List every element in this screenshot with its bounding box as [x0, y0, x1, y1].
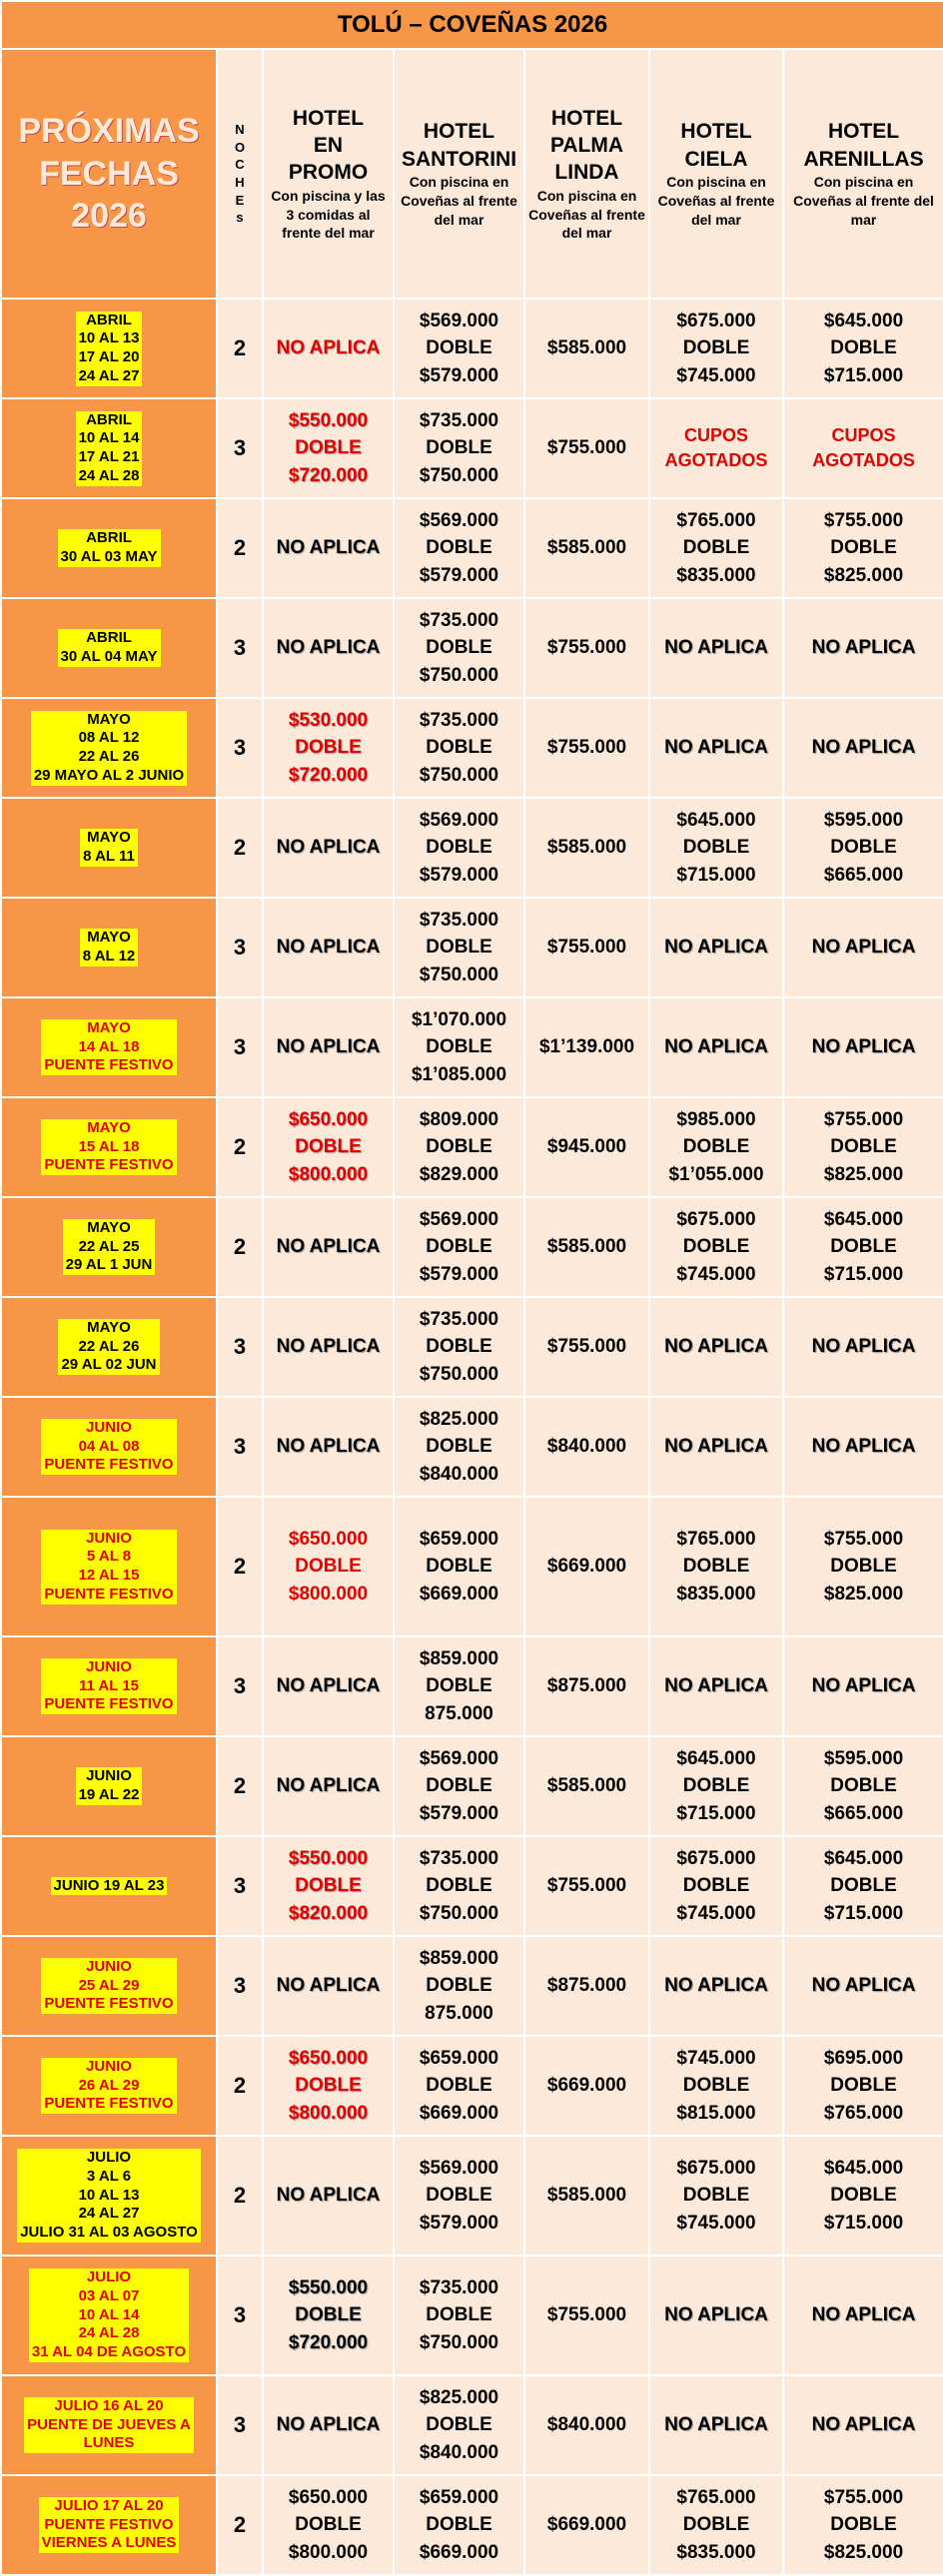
- price-cell: $585.000: [524, 1197, 649, 1297]
- price-cell: NO APLICA: [783, 898, 943, 997]
- date-label: JUNIO 26 AL 29 PUENTE FESTIVO: [41, 2058, 176, 2114]
- date-cell: [1, 1297, 217, 1397]
- price-cell: $650.000 DOBLE $800.000: [263, 1097, 394, 1197]
- hotel-name: HOTEL CIELA: [680, 120, 752, 171]
- price-cell: $650.000 DOBLE $800.000: [263, 1497, 394, 1636]
- price-cell: $675.000 DOBLE $745.000: [649, 2136, 783, 2255]
- hotel-header-santorini: [394, 49, 524, 299]
- price-cell: NO APLICA: [649, 1297, 783, 1397]
- date-label: JUNIO 04 AL 08 PUENTE FESTIVO: [41, 1419, 176, 1475]
- table-row: [1, 2036, 943, 2136]
- date-label: JULIO 3 AL 6 10 AL 13 24 AL 27 JULIO 31 AL 03 AGOSTO: [17, 2149, 201, 2243]
- price-cell: NO APLICA: [649, 698, 783, 798]
- nights-cell: 3: [217, 1397, 263, 1497]
- price-cell: $569.000 DOBLE $579.000: [394, 2136, 524, 2255]
- nights-cell: 2: [217, 798, 263, 898]
- table-row: [1, 1297, 943, 1397]
- price-cell: NO APLICA: [783, 1636, 943, 1736]
- price-cell: $550.000 DOBLE $720.000: [263, 398, 394, 498]
- price-cell: NO APLICA: [263, 498, 394, 598]
- price-cell: $675.000 DOBLE $745.000: [649, 299, 783, 398]
- date-label: MAYO 8 AL 11: [80, 829, 138, 867]
- price-cell: $585.000: [524, 498, 649, 598]
- hotel-description: Con piscina y las 3 comidas al frente del mar: [271, 187, 386, 242]
- price-cell: $650.000 DOBLE $800.000: [263, 2036, 394, 2136]
- date-cell: [1, 2136, 217, 2255]
- date-cell: [1, 1497, 217, 1636]
- table-row: [1, 698, 943, 798]
- table-row: [1, 798, 943, 898]
- date-cell: [1, 398, 217, 498]
- table-row: [1, 1836, 943, 1936]
- price-cell: $875.000: [524, 1936, 649, 2036]
- price-cell: NO APLICA: [649, 1636, 783, 1736]
- date-label: JULIO 17 AL 20 PUENTE FESTIVO VIERNES A LUNES: [39, 2497, 180, 2553]
- nights-cell: 2: [217, 498, 263, 598]
- nights-cell: 2: [217, 2475, 263, 2575]
- price-cell: $755.000 DOBLE $825.000: [783, 498, 943, 598]
- table-row: [1, 2375, 943, 2475]
- date-label: MAYO 22 AL 25 29 AL 1 JUN: [63, 1219, 156, 1275]
- nights-cell: 3: [217, 1297, 263, 1397]
- table-row: [1, 498, 943, 598]
- nights-cell: 3: [217, 1936, 263, 2036]
- nights-header: N O C H E s: [217, 49, 263, 299]
- price-cell: $755.000: [524, 898, 649, 997]
- price-cell: $585.000: [524, 299, 649, 398]
- price-cell: NO APLICA: [263, 798, 394, 898]
- price-cell: $1’139.000: [524, 997, 649, 1097]
- price-cell: $755.000: [524, 1297, 649, 1397]
- price-cell: $755.000: [524, 2255, 649, 2375]
- table-row: [1, 1197, 943, 1297]
- price-cell: NO APLICA: [263, 1736, 394, 1836]
- price-cell: $595.000 DOBLE $665.000: [783, 1736, 943, 1836]
- price-cell: NO APLICA: [649, 2375, 783, 2475]
- price-cell: $645.000 DOBLE $715.000: [649, 798, 783, 898]
- table-row: [1, 1497, 943, 1636]
- price-cell: $585.000: [524, 1736, 649, 1836]
- price-cell: $735.000 DOBLE $750.000: [394, 2255, 524, 2375]
- price-cell: NO APLICA: [263, 1636, 394, 1736]
- date-cell: [1, 2475, 217, 2575]
- hotel-description: Con piscina en Coveñas al frente del mar: [401, 173, 517, 228]
- price-cell: $645.000 DOBLE $715.000: [783, 299, 943, 398]
- price-cell: $645.000 DOBLE $715.000: [783, 1836, 943, 1936]
- table-row: [1, 2136, 943, 2255]
- price-cell: NO APLICA: [649, 1397, 783, 1497]
- date-label: MAYO 15 AL 18 PUENTE FESTIVO: [41, 1119, 176, 1175]
- date-label: JUNIO 25 AL 29 PUENTE FESTIVO: [41, 1958, 176, 2014]
- table-row: [1, 997, 943, 1097]
- price-cell: $840.000: [524, 1397, 649, 1497]
- price-cell: NO APLICA: [783, 598, 943, 698]
- table-row: [1, 1936, 943, 2036]
- price-cell: $550.000 DOBLE $820.000: [263, 1836, 394, 1936]
- date-label: ABRIL 10 AL 13 17 AL 20 24 AL 27: [76, 312, 143, 386]
- price-cell: $825.000 DOBLE $840.000: [394, 2375, 524, 2475]
- date-cell: [1, 2375, 217, 2475]
- nights-cell: 3: [217, 2375, 263, 2475]
- nights-cell: 2: [217, 299, 263, 398]
- price-cell: $669.000: [524, 1497, 649, 1636]
- date-label: MAYO 14 AL 18 PUENTE FESTIVO: [41, 1019, 176, 1075]
- date-cell: [1, 1097, 217, 1197]
- nights-cell: 3: [217, 1636, 263, 1736]
- hotel-name: HOTEL SANTORINI: [401, 120, 517, 171]
- price-cell: $675.000 DOBLE $745.000: [649, 1836, 783, 1936]
- date-cell: [1, 598, 217, 698]
- price-cell: NO APLICA: [263, 1936, 394, 2036]
- price-cell: NO APLICA: [263, 2375, 394, 2475]
- nights-cell: 3: [217, 898, 263, 997]
- date-cell: [1, 798, 217, 898]
- price-cell: $650.000 DOBLE $800.000: [263, 2475, 394, 2575]
- hotel-header-ciela: [649, 49, 783, 299]
- price-cell: $585.000: [524, 798, 649, 898]
- table-row: [1, 898, 943, 997]
- price-cell: CUPOS AGOTADOS: [783, 398, 943, 498]
- price-cell: $735.000 DOBLE $750.000: [394, 698, 524, 798]
- hotel-header-palma-linda: [524, 49, 649, 299]
- price-cell: $875.000: [524, 1636, 649, 1736]
- price-cell: NO APLICA: [263, 598, 394, 698]
- table-row: [1, 1636, 943, 1736]
- nights-cell: 3: [217, 2255, 263, 2375]
- date-cell: [1, 698, 217, 798]
- date-cell: [1, 2036, 217, 2136]
- upcoming-dates-header: PRÓXIMAS FECHAS 2026: [1, 49, 217, 299]
- price-cell: NO APLICA: [263, 2136, 394, 2255]
- price-cell: NO APLICA: [649, 2255, 783, 2375]
- price-cell: $735.000 DOBLE $750.000: [394, 598, 524, 698]
- price-cell: $825.000 DOBLE $840.000: [394, 1397, 524, 1497]
- price-cell: $755.000 DOBLE $825.000: [783, 1097, 943, 1197]
- date-label: JUNIO 19 AL 23: [51, 1877, 168, 1896]
- price-cell: NO APLICA: [263, 1297, 394, 1397]
- price-cell: $735.000 DOBLE $750.000: [394, 398, 524, 498]
- table-row: [1, 1736, 943, 1836]
- price-cell: NO APLICA: [649, 997, 783, 1097]
- date-cell: [1, 2255, 217, 2375]
- price-cell: NO APLICA: [783, 1397, 943, 1497]
- price-cell: $1’070.000 DOBLE $1’085.000: [394, 997, 524, 1097]
- price-cell: $840.000: [524, 2375, 649, 2475]
- price-cell: NO APLICA: [783, 1936, 943, 2036]
- price-cell: $659.000 DOBLE $669.000: [394, 2036, 524, 2136]
- hotel-description: Con piscina en Coveñas al frente del mar: [793, 173, 934, 228]
- hotel-name: HOTEL PALMA LINDA: [549, 106, 624, 185]
- hotel-description: Con piscina en Coveñas al frente del mar: [657, 173, 775, 228]
- table-row: [1, 398, 943, 498]
- hotel-description: Con piscina en Coveñas al frente del mar: [528, 187, 645, 242]
- date-label: JUNIO 11 AL 15 PUENTE FESTIVO: [41, 1658, 176, 1714]
- date-cell: [1, 299, 217, 398]
- hotel-name: HOTEL ARENILLAS: [803, 120, 924, 171]
- price-cell: $755.000: [524, 398, 649, 498]
- table-row: [1, 2475, 943, 2575]
- table-row: [1, 1397, 943, 1497]
- table-row: [1, 2255, 943, 2375]
- price-cell: $669.000: [524, 2475, 649, 2575]
- price-cell: NO APLICA: [649, 1936, 783, 2036]
- price-cell: $695.000 DOBLE $765.000: [783, 2036, 943, 2136]
- price-cell: $755.000 DOBLE $825.000: [783, 1497, 943, 1636]
- nights-cell: 3: [217, 997, 263, 1097]
- price-cell: $675.000 DOBLE $745.000: [649, 1197, 783, 1297]
- nights-cell: 2: [217, 1497, 263, 1636]
- date-cell: [1, 498, 217, 598]
- price-cell: $735.000 DOBLE $750.000: [394, 1297, 524, 1397]
- price-cell: $550.000 DOBLE $720.000: [263, 2255, 394, 2375]
- table-row: [1, 299, 943, 398]
- page-title: TOLÚ – COVEÑAS 2026: [1, 1, 943, 49]
- price-cell: $569.000 DOBLE $579.000: [394, 1736, 524, 1836]
- price-cell: NO APLICA: [783, 1297, 943, 1397]
- price-cell: $569.000 DOBLE $579.000: [394, 498, 524, 598]
- date-label: JULIO 16 AL 20 PUENTE DE JUEVES A LUNES: [24, 2397, 194, 2453]
- price-cell: $755.000: [524, 1836, 649, 1936]
- header-row: [1, 49, 943, 299]
- price-cell: $755.000 DOBLE $825.000: [783, 2475, 943, 2575]
- price-cell: NO APLICA: [783, 2375, 943, 2475]
- price-cell: $985.000 DOBLE $1’055.000: [649, 1097, 783, 1197]
- nights-cell: 3: [217, 398, 263, 498]
- nights-cell: 2: [217, 1097, 263, 1197]
- price-cell: $585.000: [524, 2136, 649, 2255]
- price-cell: $645.000 DOBLE $715.000: [783, 2136, 943, 2255]
- price-cell: $735.000 DOBLE $750.000: [394, 898, 524, 997]
- table-row: [1, 598, 943, 698]
- date-cell: [1, 997, 217, 1097]
- date-cell: [1, 1836, 217, 1936]
- price-cell: $569.000 DOBLE $579.000: [394, 299, 524, 398]
- price-cell: $945.000: [524, 1097, 649, 1197]
- date-cell: [1, 1397, 217, 1497]
- price-cell: $755.000: [524, 598, 649, 698]
- date-label: MAYO 8 AL 12: [80, 929, 139, 966]
- nights-cell: 3: [217, 598, 263, 698]
- date-label: JUNIO 19 AL 22: [76, 1767, 143, 1805]
- price-cell: NO APLICA: [649, 898, 783, 997]
- price-cell: $765.000 DOBLE $835.000: [649, 1497, 783, 1636]
- date-cell: [1, 1736, 217, 1836]
- price-cell: NO APLICA: [263, 1197, 394, 1297]
- table-row: [1, 1097, 943, 1197]
- price-cell: NO APLICA: [263, 299, 394, 398]
- price-cell: NO APLICA: [783, 698, 943, 798]
- nights-cell: 3: [217, 698, 263, 798]
- price-cell: $765.000 DOBLE $835.000: [649, 2475, 783, 2575]
- date-cell: [1, 1936, 217, 2036]
- date-label: MAYO 08 AL 12 22 AL 26 29 MAYO AL 2 JUNIO: [31, 711, 187, 786]
- price-cell: $859.000 DOBLE 875.000: [394, 1936, 524, 2036]
- price-cell: NO APLICA: [263, 1397, 394, 1497]
- date-label: MAYO 22 AL 26 29 AL 02 JUN: [58, 1319, 159, 1375]
- price-cell: $659.000 DOBLE $669.000: [394, 2475, 524, 2575]
- price-cell: CUPOS AGOTADOS: [649, 398, 783, 498]
- price-cell: $569.000 DOBLE $579.000: [394, 1197, 524, 1297]
- hotel-header-arenillas: [783, 49, 943, 299]
- price-cell: NO APLICA: [263, 997, 394, 1097]
- price-cell: NO APLICA: [783, 2255, 943, 2375]
- date-cell: [1, 1197, 217, 1297]
- nights-cell: 2: [217, 1197, 263, 1297]
- price-cell: $745.000 DOBLE $815.000: [649, 2036, 783, 2136]
- date-cell: [1, 1636, 217, 1736]
- price-cell: $755.000: [524, 698, 649, 798]
- nights-cell: 2: [217, 2036, 263, 2136]
- price-cell: NO APLICA: [783, 997, 943, 1097]
- nights-cell: 2: [217, 1736, 263, 1836]
- price-cell: NO APLICA: [263, 898, 394, 997]
- price-cell: NO APLICA: [649, 598, 783, 698]
- price-cell: $645.000 DOBLE $715.000: [649, 1736, 783, 1836]
- nights-cell: 3: [217, 1836, 263, 1936]
- price-cell: $569.000 DOBLE $579.000: [394, 798, 524, 898]
- nights-cell: 2: [217, 2136, 263, 2255]
- date-cell: [1, 898, 217, 997]
- price-cell: $530.000 DOBLE $720.000: [263, 698, 394, 798]
- date-label: ABRIL 10 AL 14 17 AL 21 24 AL 28: [76, 411, 143, 486]
- date-label: ABRIL 30 AL 03 MAY: [58, 529, 161, 567]
- price-cell: $659.000 DOBLE $669.000: [394, 1497, 524, 1636]
- price-cell: $735.000 DOBLE $750.000: [394, 1836, 524, 1936]
- date-label: JUNIO 5 AL 8 12 AL 15 PUENTE FESTIVO: [41, 1530, 176, 1605]
- price-cell: $645.000 DOBLE $715.000: [783, 1197, 943, 1297]
- price-cell: $669.000: [524, 2036, 649, 2136]
- date-label: JULIO 03 AL 07 10 AL 14 24 AL 28 31 AL 04 DE AGOSTO: [29, 2268, 189, 2362]
- hotel-name: HOTEL EN PROMO: [288, 106, 369, 185]
- price-cell: $809.000 DOBLE $829.000: [394, 1097, 524, 1197]
- price-cell: $765.000 DOBLE $835.000: [649, 498, 783, 598]
- hotel-header-promo: [263, 49, 394, 299]
- date-label: ABRIL 30 AL 04 MAY: [58, 629, 161, 667]
- price-cell: $859.000 DOBLE 875.000: [394, 1636, 524, 1736]
- price-cell: $595.000 DOBLE $665.000: [783, 798, 943, 898]
- price-rows: [1, 299, 943, 2575]
